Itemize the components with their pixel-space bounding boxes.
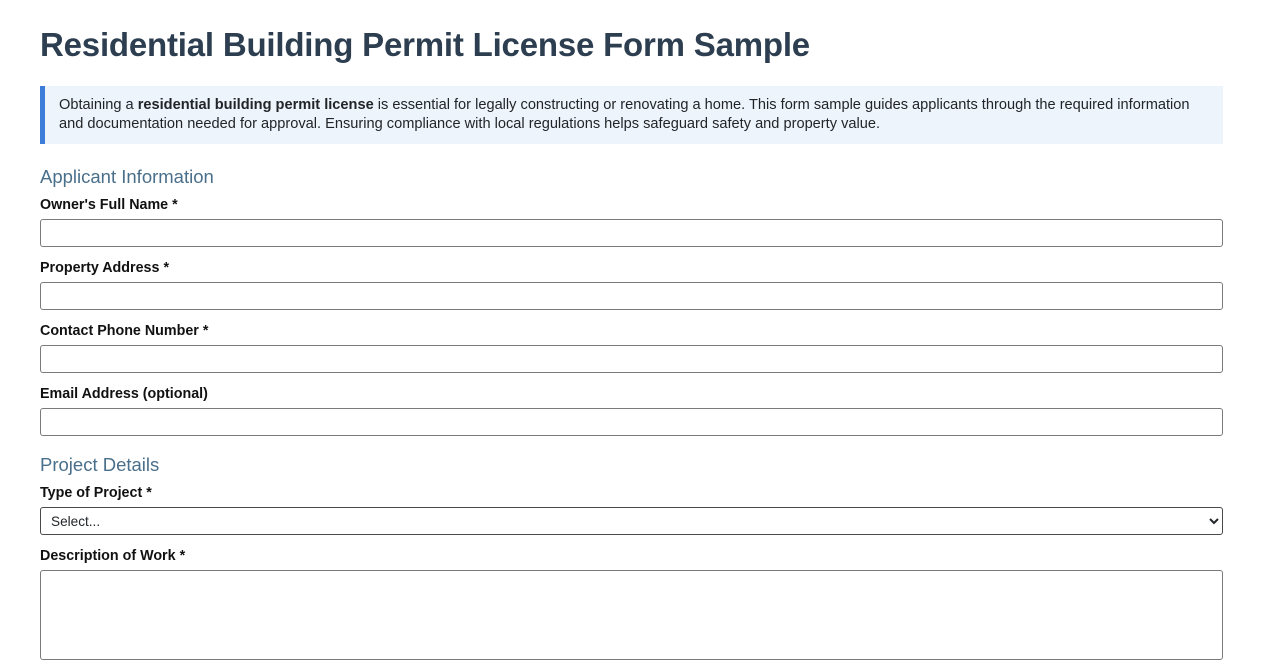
description-of-work-textarea[interactable] [40, 570, 1223, 660]
required-marker-contact-phone-number: * [202, 323, 209, 340]
intro-text-before: Obtaining a [59, 97, 138, 113]
field-description-of-work [40, 548, 1223, 660]
label-text-description-of-work: Description of Work [40, 548, 176, 565]
label-property-address [40, 260, 1223, 276]
owner-full-name-input[interactable] [40, 219, 1223, 247]
intro-callout [40, 86, 1223, 144]
contact-phone-number-input[interactable] [40, 345, 1223, 373]
property-address-input[interactable] [40, 282, 1223, 310]
email-address-input[interactable] [40, 408, 1223, 436]
label-email-address [40, 386, 1223, 402]
label-description-of-work [40, 548, 1223, 564]
page-title: Residential Building Permit License Form Sample [40, 26, 810, 63]
section-heading-project-details: Project Details [40, 454, 160, 476]
section-applicant-information [40, 166, 1223, 436]
required-marker-type-of-project: * [146, 485, 152, 502]
label-text-type-of-project: Type of Project [40, 485, 143, 502]
label-type-of-project [40, 485, 1223, 501]
field-type-of-project [40, 485, 1223, 535]
required-marker-property-address: * [163, 260, 170, 277]
type-of-project-select[interactable] [40, 507, 1223, 535]
section-heading-applicant-information: Applicant Information [40, 166, 214, 188]
intro-bold-phrase: residential building permit license [137, 97, 374, 113]
field-owner-full-name [40, 197, 1223, 247]
field-contact-phone-number [40, 323, 1223, 373]
field-email-address [40, 386, 1223, 436]
required-marker-owner-full-name: * [172, 197, 178, 214]
label-contact-phone-number [40, 323, 1223, 339]
label-owner-full-name [40, 197, 1223, 213]
section-project-details [40, 454, 1223, 660]
field-property-address [40, 260, 1223, 310]
intro-text-after: is essential for legally constructing or renovating a home. This form sample guides applicants through the required information and documentation needed for approval. Ensuring compliance with local regulations helps safeguard safety and property value. [59, 97, 1190, 132]
label-text-owner-full-name: Owner's Full Name [40, 197, 169, 214]
label-text-contact-phone-number: Contact Phone Number [40, 323, 199, 340]
label-text-email-address: Email Address (optional) [40, 386, 208, 403]
label-text-property-address: Property Address [40, 260, 160, 277]
required-marker-description-of-work: * [179, 548, 186, 565]
